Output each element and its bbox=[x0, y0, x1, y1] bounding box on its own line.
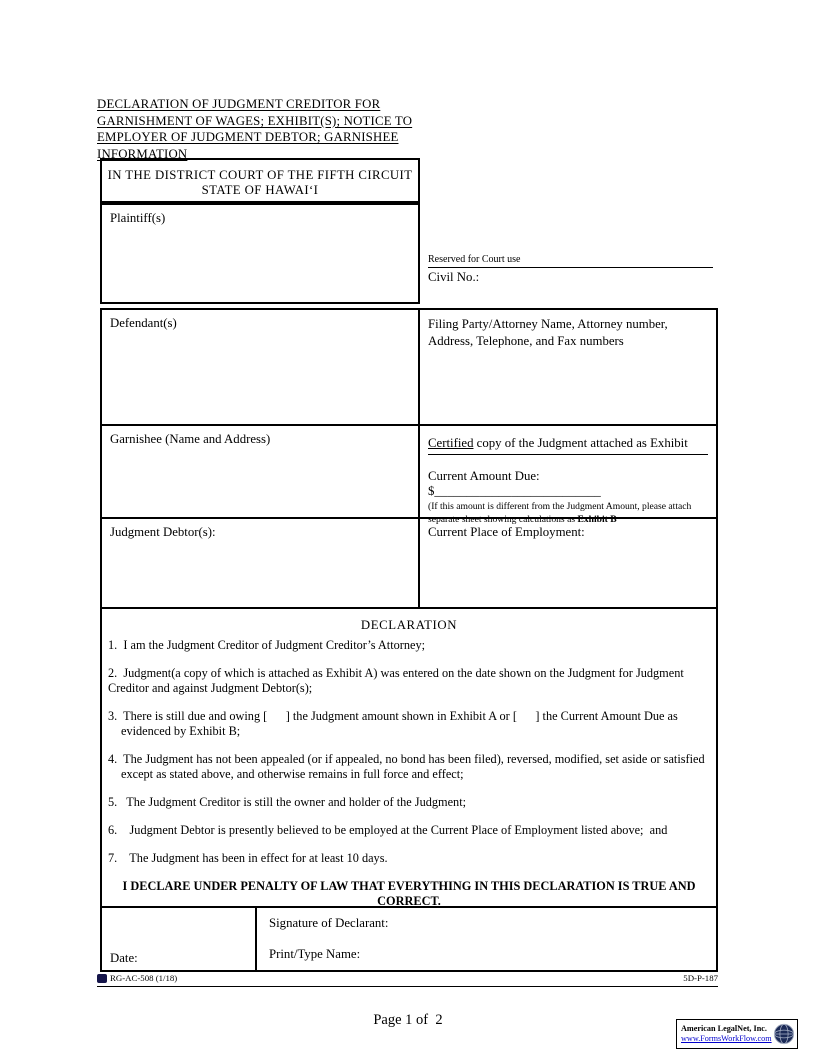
judgment-debtor-box bbox=[100, 517, 420, 609]
date-label: Date: bbox=[110, 951, 138, 965]
current-amount-due-line bbox=[428, 469, 708, 499]
current-amount-label: Current Amount Due: $ bbox=[428, 469, 540, 498]
form-heading-line: DECLARATION OF JUDGMENT CREDITOR FOR bbox=[97, 97, 381, 111]
civil-no-label: Civil No.: bbox=[428, 270, 480, 284]
reserved-for-court-use bbox=[428, 254, 713, 268]
form-heading-line: INFORMATION bbox=[97, 146, 188, 161]
defendant-box bbox=[100, 308, 420, 426]
declaration-item-7: 7. The Judgment has been in effect for at least 10 days. bbox=[108, 851, 388, 865]
declaration-section bbox=[100, 607, 718, 908]
declaration-item-1: 1. I am the Judgment Creditor of Judgment Creditor’s Attorney; bbox=[108, 638, 426, 652]
court-state: STATE OF HAWAIʻI bbox=[201, 183, 319, 197]
formsworkflow-link[interactable]: www.FormsWorkFlow.com bbox=[681, 1034, 772, 1043]
plaintiff-label: Plaintiff(s) bbox=[110, 211, 166, 225]
garnishee-label: Garnishee (Name and Address) bbox=[110, 432, 271, 446]
declaration-item-6: 6. Judgment Debtor is presently believed to be employed at the Current Place of Employment listed above; and bbox=[108, 823, 668, 837]
employment-box bbox=[418, 517, 718, 609]
declaration-item-4: 4. The Judgment has not been appealed (or if appealed, no bond has been filed), reversed, modified, set aside or satisfied except as stated above, and otherwise remains in full force and effect; bbox=[108, 752, 708, 781]
declaration-title: DECLARATION bbox=[360, 618, 458, 632]
certified-copy-line bbox=[428, 436, 708, 455]
reserved-label: Reserved for Court use bbox=[428, 254, 521, 265]
print-type-name-label: Print/Type Name: bbox=[269, 947, 361, 961]
signature-of-declarant-label: Signature of Declarant: bbox=[269, 916, 389, 930]
declaration-item-3: 3. There is still due and owing [ ] the Judgment amount shown in Exhibit A or [ ] the Current Amount Due as evidenced by Exhibit B; bbox=[108, 709, 681, 738]
form-footer bbox=[97, 973, 718, 987]
form-number-text: RG-AC-508 (1/18) bbox=[110, 973, 178, 983]
declaration-item-2: 2. Judgment(a copy of which is attached as Exhibit A) was entered on the date shown on the Judgment for Judgment Creditor and against Judgment Debtor(s); bbox=[108, 666, 687, 695]
court-name: IN THE DISTRICT COURT OF THE FIFTH CIRCUIT bbox=[107, 168, 413, 182]
signature-cell bbox=[257, 908, 716, 970]
form-heading-line: EMPLOYER OF JUDGMENT DEBTOR; GARNISHEE bbox=[97, 130, 399, 144]
legalnet-badge bbox=[676, 1019, 798, 1049]
globe-icon bbox=[773, 1023, 795, 1045]
judgment-debtor-label: Judgment Debtor(s): bbox=[110, 525, 216, 539]
page-number: Page 1 of 2 bbox=[373, 1012, 443, 1028]
legalnet-text bbox=[681, 1024, 773, 1044]
garnishee-box bbox=[100, 424, 420, 519]
amount-note-exhibit-b: Exhibit B bbox=[577, 513, 617, 525]
defendant-label: Defendant(s) bbox=[110, 316, 177, 330]
filing-party-box bbox=[418, 308, 718, 426]
penalty-statement: I DECLARE UNDER PENALTY OF LAW THAT EVERYTHING IN THIS DECLARATION IS TRUE AND CORRECT. bbox=[122, 879, 696, 908]
form-heading bbox=[97, 96, 447, 162]
form-number bbox=[97, 973, 177, 983]
amount-note-text: (If this amount is different from the Judgment Amount, please attach separate sheet showing calculations as bbox=[428, 501, 692, 525]
date-cell bbox=[102, 908, 257, 970]
employment-label: Current Place of Employment: bbox=[428, 525, 585, 539]
declaration-item-5: 5. The Judgment Creditor is still the owner and holder of the Judgment; bbox=[108, 795, 467, 809]
filing-party-label: Filing Party/Attorney Name, Attorney number, Address, Telephone, and Fax numbers bbox=[428, 317, 668, 348]
court-caption-box bbox=[100, 158, 420, 203]
certified-rest: copy of the Judgment attached as Exhibit bbox=[473, 436, 688, 450]
judgment-attachment-box bbox=[418, 424, 718, 525]
plaintiff-box bbox=[100, 203, 420, 304]
signature-block bbox=[100, 906, 718, 972]
amount-fill-line: __________________________ bbox=[434, 484, 601, 498]
doc-code: 5D-P-187 bbox=[683, 973, 718, 983]
legalnet-company: American LegalNet, Inc. bbox=[681, 1024, 767, 1033]
certified-word: Certified bbox=[428, 436, 474, 450]
form-heading-line: GARNISHMENT OF WAGES; EXHIBIT(S); NOTICE TO bbox=[97, 113, 413, 128]
legalnet-stamp-icon bbox=[97, 974, 107, 983]
